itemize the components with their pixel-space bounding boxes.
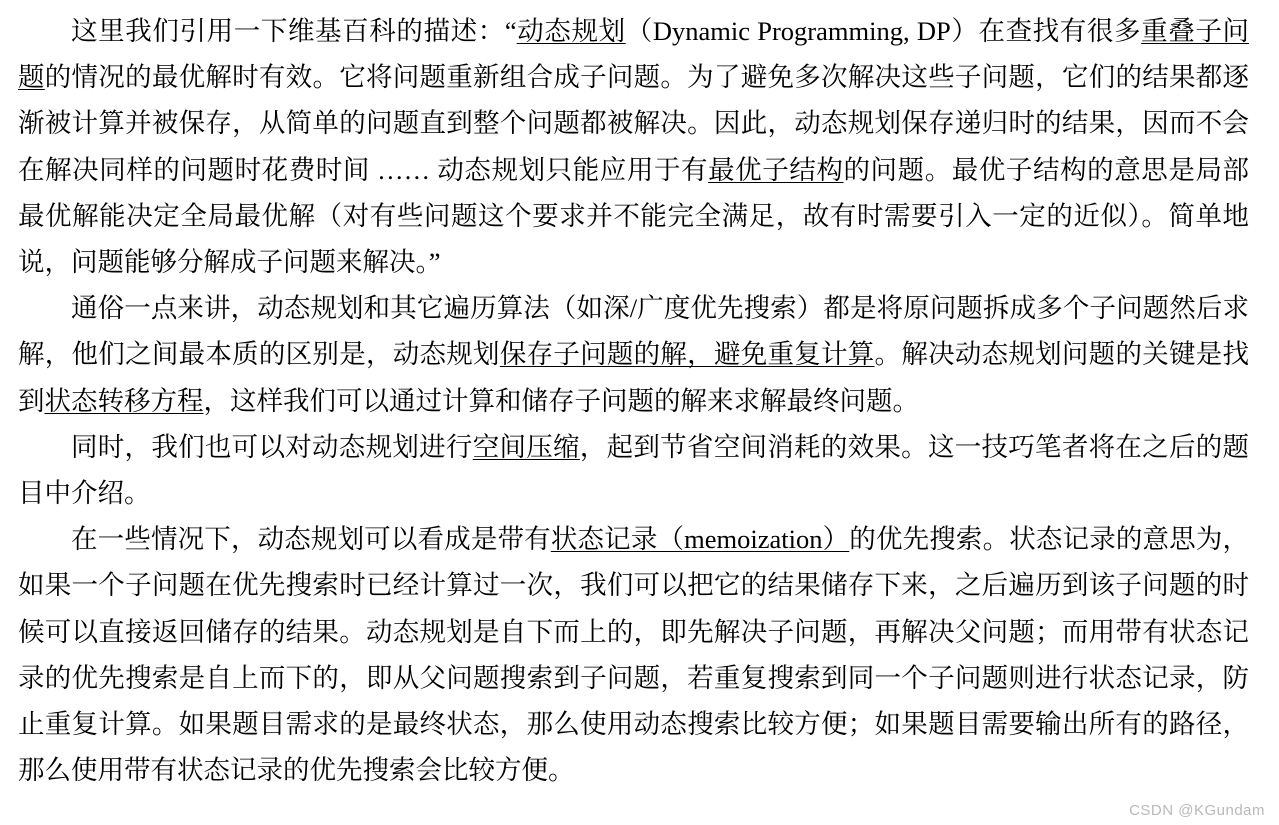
text-run-underlined: 重叠子问题: [18, 16, 1250, 93]
text-run-underlined: 保存子问题的解，避免重复计算: [499, 339, 875, 370]
text-run: 在一些情况下，动态规划可以看成是带有: [71, 524, 551, 555]
paragraph-3: [18, 424, 1249, 516]
text-run-underlined: 空间压缩: [472, 431, 580, 462]
text-run: 。解决动态规划问题的关键是找到: [18, 339, 1250, 416]
text-run: 的情况的最优解时有效。它将问题重新组合成子问题。为了避免多次解决这些子问题，它们的结果都逐渐被计算并被保存，从简单的问题直到整个问题都被解决。因此，动态规划保存递归时的结果，因而不会在解决同样的问题时花费时间 …… 动态规划只能应用于有: [18, 62, 1250, 185]
text-run: ，起到节省空间消耗的效果。这一技巧笔者将在之后的题目中介绍。: [18, 431, 1250, 509]
text-run-underlined: 动态规划: [516, 16, 626, 46]
text-run-underlined: 状态转移方程: [44, 385, 204, 416]
text-run: 的问题。最优子结构的意思是局部最优解能决定全局最优解（对有些问题这个要求并不能完全满足，故有时需要引入一定的近似）。简单地说，问题能够分解成子问题来解决。”: [18, 154, 1250, 278]
text-run: （Dynamic Programming, DP）在查找有很多: [625, 16, 1142, 46]
text-run: ，这样我们可以通过计算和储存子问题的解来求解最终问题。: [203, 385, 919, 416]
paragraph-2: [18, 285, 1249, 424]
text-run-underlined: 状态记录（memoization）: [550, 524, 850, 555]
text-run: 同时，我们也可以对动态规划进行: [71, 431, 473, 462]
paragraph-4: [18, 516, 1249, 793]
text-run-underlined: 最优子结构: [708, 154, 844, 185]
watermark: CSDN @KGundam: [1129, 802, 1265, 819]
text-run: 这里我们引用一下维基百科的描述：“: [71, 16, 517, 46]
document-body: [18, 8, 1249, 793]
text-run: 通俗一点来讲，动态规划和其它遍历算法（如深/广度优先搜索）都是将原问题拆成多个子问题然后求解，他们之间最本质的区别是，动态规划: [18, 293, 1249, 370]
text-run: 的优先搜索。状态记录的意思为，如果一个子问题在优先搜索时已经计算过一次，我们可以把它的结果储存下来，之后遍历到该子问题的时候可以直接返回储存的结果。动态规划是自下而上的，即先解决子问题，再解决父问题；而用带有状态记录的优先搜索是自上而下的，即从父问题搜索到子问题，若重复搜索到同一个子问题则进行状态记录，防止重复计算。如果题目需求的是最终状态，那么使用动态搜索比较方便；如果题目需要输出所有的路径，那么使用带有状态记录的优先搜索会比较方便。: [18, 524, 1250, 786]
paragraph-1: [18, 8, 1249, 285]
